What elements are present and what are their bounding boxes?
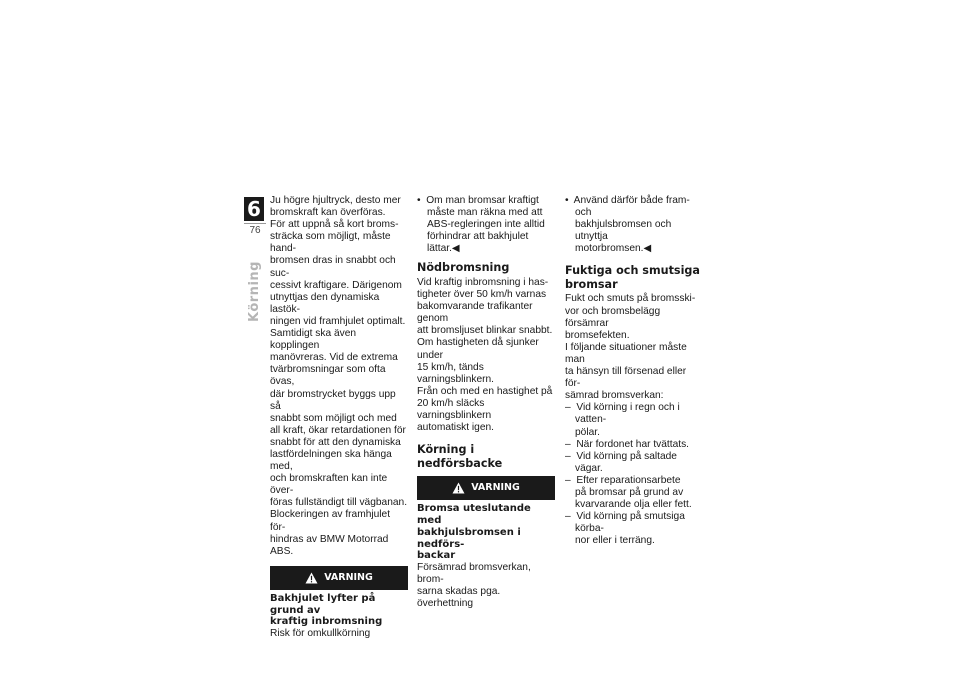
text-line: Om man bromsar kraftigt [426, 195, 539, 206]
text-line: sämrad bromsverkan: [565, 390, 664, 402]
text-line: motorbromsen.◀ [575, 243, 652, 255]
text-line: på bromsar på grund av [575, 486, 684, 498]
warning-heading [270, 593, 408, 628]
text-line: ta hänsyn till försenad eller för- [565, 366, 687, 390]
text-line: 15 km/h, tänds varningsblinkern. [417, 361, 495, 385]
column-3 [565, 195, 703, 547]
dash-item: – Vid körning i regn och i vatten- pölar. [565, 402, 680, 438]
text-line: snabbt som möjligt och med [270, 412, 397, 424]
text-line: bakhjulsbromsen och utnyttja [575, 219, 672, 243]
text-line: tigheter över 50 km/h varnas [417, 289, 547, 301]
warning-text [417, 562, 555, 610]
column-1 [270, 195, 408, 640]
text-line: lastfördelningen ska hänga med, [270, 448, 392, 473]
text-line: Vid körning i regn och i vatten- [575, 402, 680, 426]
text-line: bakhjulsbromsen i nedförs- [417, 526, 521, 550]
text-line: nor eller i terräng. [575, 535, 655, 547]
text-line: Vid körning på smutsiga körba- [575, 511, 685, 535]
bullet-item: • Om man bromsar kraftigt måste man räkna med att ABS-regleringen inte alltid förhindrar att bakhjulet lättar.◀ [417, 195, 545, 255]
text-line: Risk för omkullkörning [270, 628, 371, 640]
warning-triangle-icon [452, 482, 465, 494]
text-line: där bromstrycket byggs upp så [270, 388, 396, 412]
text-line: manövreras. Vid de extrema [270, 352, 398, 364]
text-line: bromsen dras in snabbt och suc- [270, 255, 396, 279]
text-line: Blockeringen av framhjulet för- [270, 509, 391, 533]
text-line: Fukt och smuts på bromsski- [565, 293, 696, 305]
dash-item: – Vid körning på saltade vägar. [565, 450, 677, 474]
text-line: måste man räkna med att [427, 207, 543, 219]
text-line: Om hastigheten då sjunker under [417, 337, 539, 361]
text-line: automatiskt igen. [417, 422, 495, 434]
text-line: Efter reparationsarbete [576, 474, 681, 486]
text-line: Vid körning på saltade vägar. [575, 450, 677, 474]
text-line: För att uppnå så kort broms- [270, 219, 399, 231]
warning-banner [270, 566, 408, 590]
body-paragraph [565, 293, 703, 402]
text-line: tvärbromsningar som ofta övas, [270, 364, 386, 388]
text-line: Ju högre hjultryck, desto mer [270, 195, 401, 206]
text-line: När fordonet har tvättats. [576, 438, 690, 450]
text-line: kvarvarande olja eller fett. [575, 499, 692, 511]
text-line: ningen vid framhjulet optimalt. [270, 315, 406, 327]
text-line: bromsefekten. [565, 329, 630, 341]
page-number: 76 [244, 223, 266, 236]
text-line: ABS-regleringen inte alltid [427, 219, 545, 231]
text-line: vor och bromsbelägg försämrar [565, 305, 661, 329]
dash-item: – När fordonet har tvättats. [565, 438, 690, 450]
section-heading [565, 264, 703, 291]
text-line: kraftig inbromsning [270, 616, 383, 628]
warning-banner [417, 476, 555, 500]
text-line: bromsar [565, 277, 618, 291]
chapter-number: 6 [244, 197, 264, 221]
warning-label: VARNING [471, 482, 520, 494]
text-line: Från och med en hastighet på [417, 385, 553, 397]
text-line: Fuktiga och smutsiga [565, 264, 700, 278]
text-line: pölar. [575, 426, 600, 438]
dash-item: – Vid körning på smutsiga körba- nor eller i terräng. [565, 511, 685, 547]
text-line: föras fullständigt till vägbanan. [270, 497, 408, 509]
text-line: förhindrar att bakhjulet lättar.◀ [427, 231, 529, 255]
text-line: Använd därför både fram- och [573, 195, 690, 219]
chapter-title: Körning [247, 261, 262, 322]
dash-item: – Efter reparationsarbete på bromsar på grund av kvarvarande olja eller fett. [565, 474, 692, 511]
text-line: all kraft, ökar retardationen för [270, 424, 406, 436]
column-2 [417, 195, 555, 611]
text-line: Försämrad bromsverkan, brom- [417, 562, 531, 586]
text-line: och bromskraften kan inte över- [270, 473, 388, 497]
text-line: I följande situationer måste man [565, 341, 687, 365]
body-paragraph [417, 277, 555, 434]
warning-triangle-icon [305, 572, 318, 584]
section-heading: Nödbromsning [417, 261, 510, 275]
text-line: 20 km/h släcks varningsblinkern [417, 397, 492, 421]
text-line: Bromsa uteslutande med [417, 503, 531, 526]
section-heading: Körning i nedförsbacke [417, 443, 503, 470]
warning-label: VARNING [324, 571, 373, 583]
text-line: utnyttjas den dynamiska lastök- [270, 291, 380, 315]
text-line: hindras av BMW Motorrad ABS. [270, 533, 389, 557]
text-line: sträcka som möjligt, måste hand- [270, 231, 391, 255]
text-line: cessivt kraftigare. Därigenom [270, 279, 402, 291]
text-line: backar [417, 550, 456, 562]
text-line: Bakhjulet lyfter på grund av [270, 592, 376, 616]
text-line: sarna skadas pga. överhettning [417, 586, 501, 610]
text-line: Vid kraftig inbromsning i has- [417, 276, 549, 288]
warning-heading [417, 503, 555, 562]
text-line: att bromsljuset blinkar snabbt. [417, 325, 553, 337]
text-line: bromskraft kan överföras. [270, 207, 386, 219]
text-line: bakomvarande trafikanter genom [417, 301, 533, 325]
text-line: Samtidigt ska även kopplingen [270, 328, 357, 352]
body-paragraph [270, 195, 408, 558]
warning-text [270, 628, 408, 640]
bullet-item: • Använd därför både fram- och bakhjulsbromsen och utnyttja motorbromsen.◀ [565, 195, 690, 255]
text-line: snabbt för att den dynamiska [270, 436, 401, 448]
